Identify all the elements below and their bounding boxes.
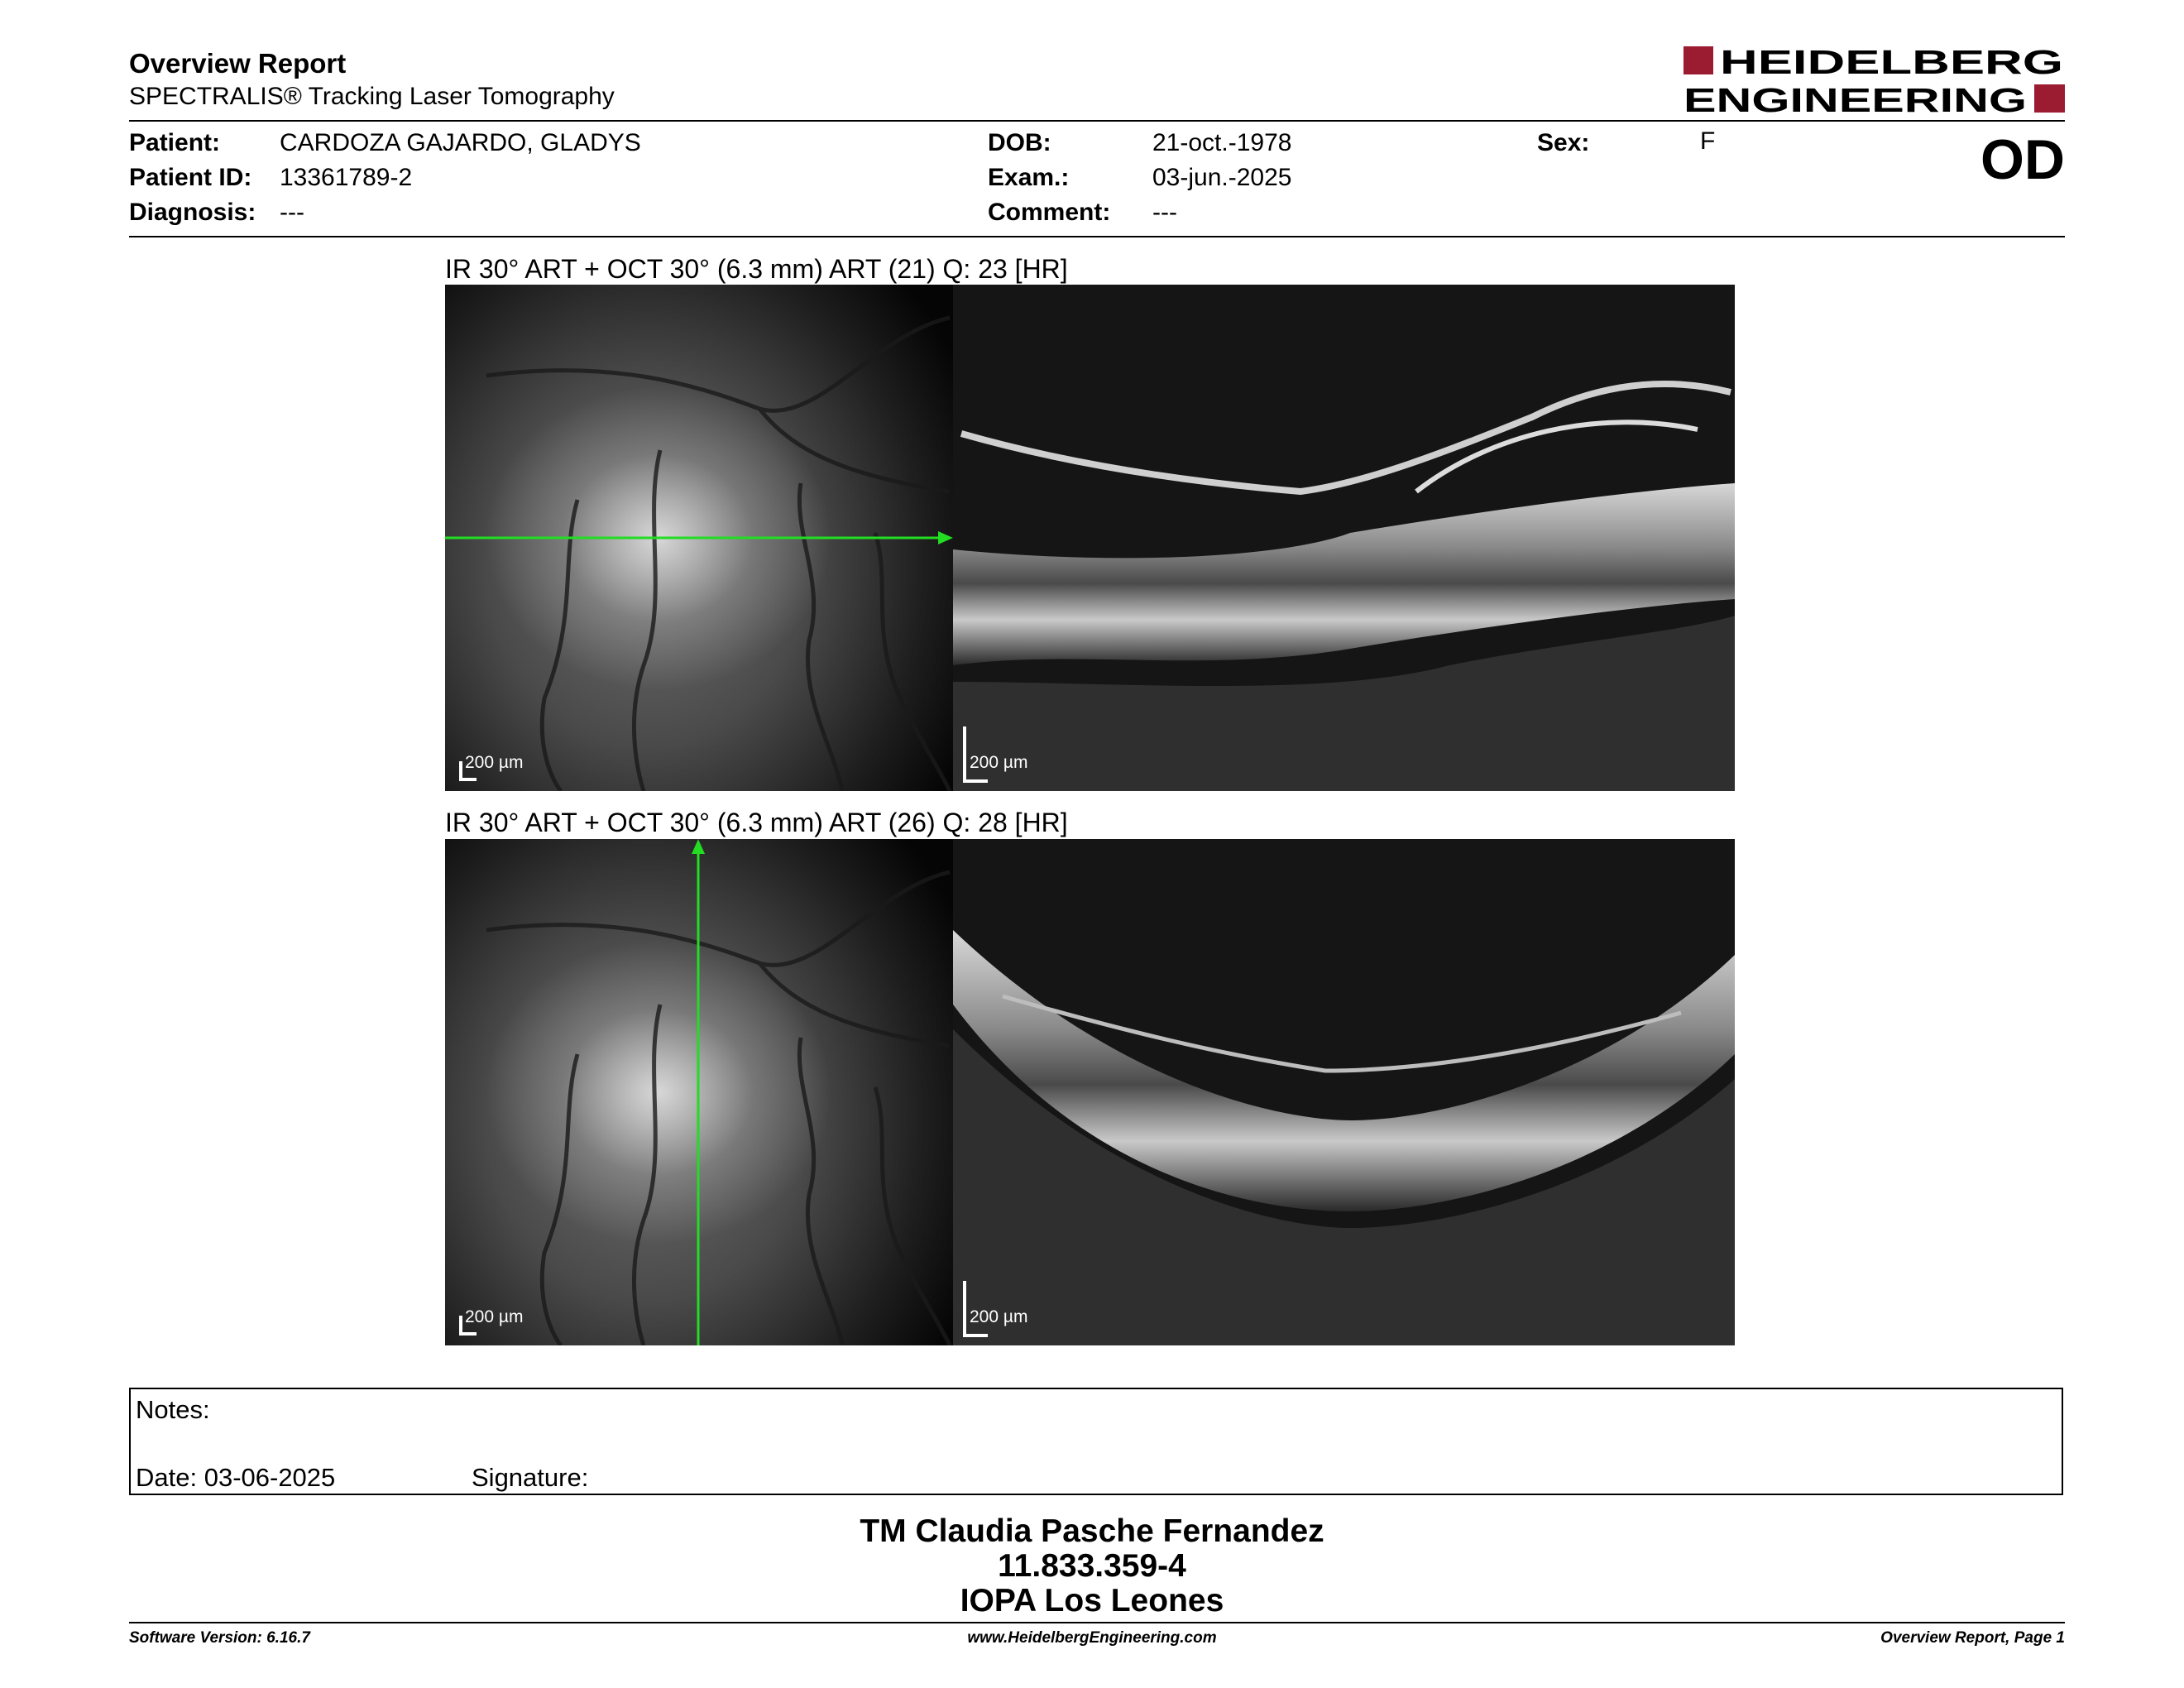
ir-fundus-image (445, 839, 953, 1345)
dob-label: DOB: (988, 129, 1051, 156)
logo-line1: HEIDELBERG (1720, 45, 2063, 81)
comment-value: --- (1152, 199, 1177, 226)
notes-date: Date: 03-06-2025 (136, 1463, 336, 1492)
signer-name: TM Claudia Pasche Fernandez (860, 1513, 1324, 1549)
notes-signature: Signature: (472, 1463, 589, 1492)
sex-value: F (1700, 127, 1716, 155)
eye-indicator: OD (1980, 128, 2065, 191)
header-rule (129, 120, 2065, 122)
logo-square-top (1684, 46, 1713, 74)
diagnosis-label: Diagnosis: (129, 199, 256, 226)
website-link[interactable]: www.HeidelbergEngineering.com (967, 1629, 1217, 1647)
signer-id: 11.833.359-4 (998, 1548, 1186, 1584)
report-subtitle: SPECTRALIS® Tracking Laser Tomography (129, 83, 615, 110)
exam-label: Exam.: (988, 164, 1070, 191)
scan-line-horizontal (445, 285, 953, 791)
notes-box (129, 1388, 2063, 1495)
page-number: Overview Report, Page 1 (1880, 1629, 2065, 1647)
oct-bscan-image (953, 285, 1735, 791)
patient-id-label: Patient ID: (129, 164, 252, 191)
ir-fundus-image (445, 285, 953, 791)
oct-scale-label: 200 µm (970, 753, 1028, 772)
patient-rule (129, 236, 2065, 237)
scan-title: IR 30° ART + OCT 30° (6.3 mm) ART (26) Q: 28 [HR] (445, 808, 1068, 837)
logo-line2: ENGINEERING (1684, 81, 2027, 116)
exam-value: 03-jun.-2025 (1152, 164, 1292, 191)
patient-id: 13361789-2 (280, 164, 413, 191)
scan-title: IR 30° ART + OCT 30° (6.3 mm) ART (21) Q: 23 [HR] (445, 254, 1068, 284)
heidelberg-logo (1684, 45, 2065, 116)
diagnosis-value: --- (280, 199, 304, 226)
footer-rule (129, 1622, 2065, 1623)
signer-institution: IOPA Los Leones (960, 1583, 1224, 1618)
ir-scale-label: 200 µm (465, 1307, 524, 1326)
scan-line-vertical (445, 839, 953, 1345)
patient-name: CARDOZA GAJARDO, GLADYS (280, 129, 641, 156)
oct-layers (953, 839, 1735, 1345)
dob-value: 21-oct.-1978 (1152, 129, 1292, 156)
oct-scale-label: 200 µm (970, 1307, 1028, 1326)
ir-scale-label: 200 µm (465, 753, 524, 772)
patient-label: Patient: (129, 129, 221, 156)
software-version: Software Version: 6.16.7 (129, 1629, 310, 1647)
comment-label: Comment: (988, 199, 1111, 226)
logo-square-bottom (2034, 84, 2065, 113)
oct-layers (953, 285, 1735, 791)
sex-label: Sex: (1537, 129, 1590, 156)
notes-label: Notes: (136, 1395, 210, 1424)
oct-bscan-image (953, 839, 1735, 1345)
report-title: Overview Report (129, 48, 347, 79)
